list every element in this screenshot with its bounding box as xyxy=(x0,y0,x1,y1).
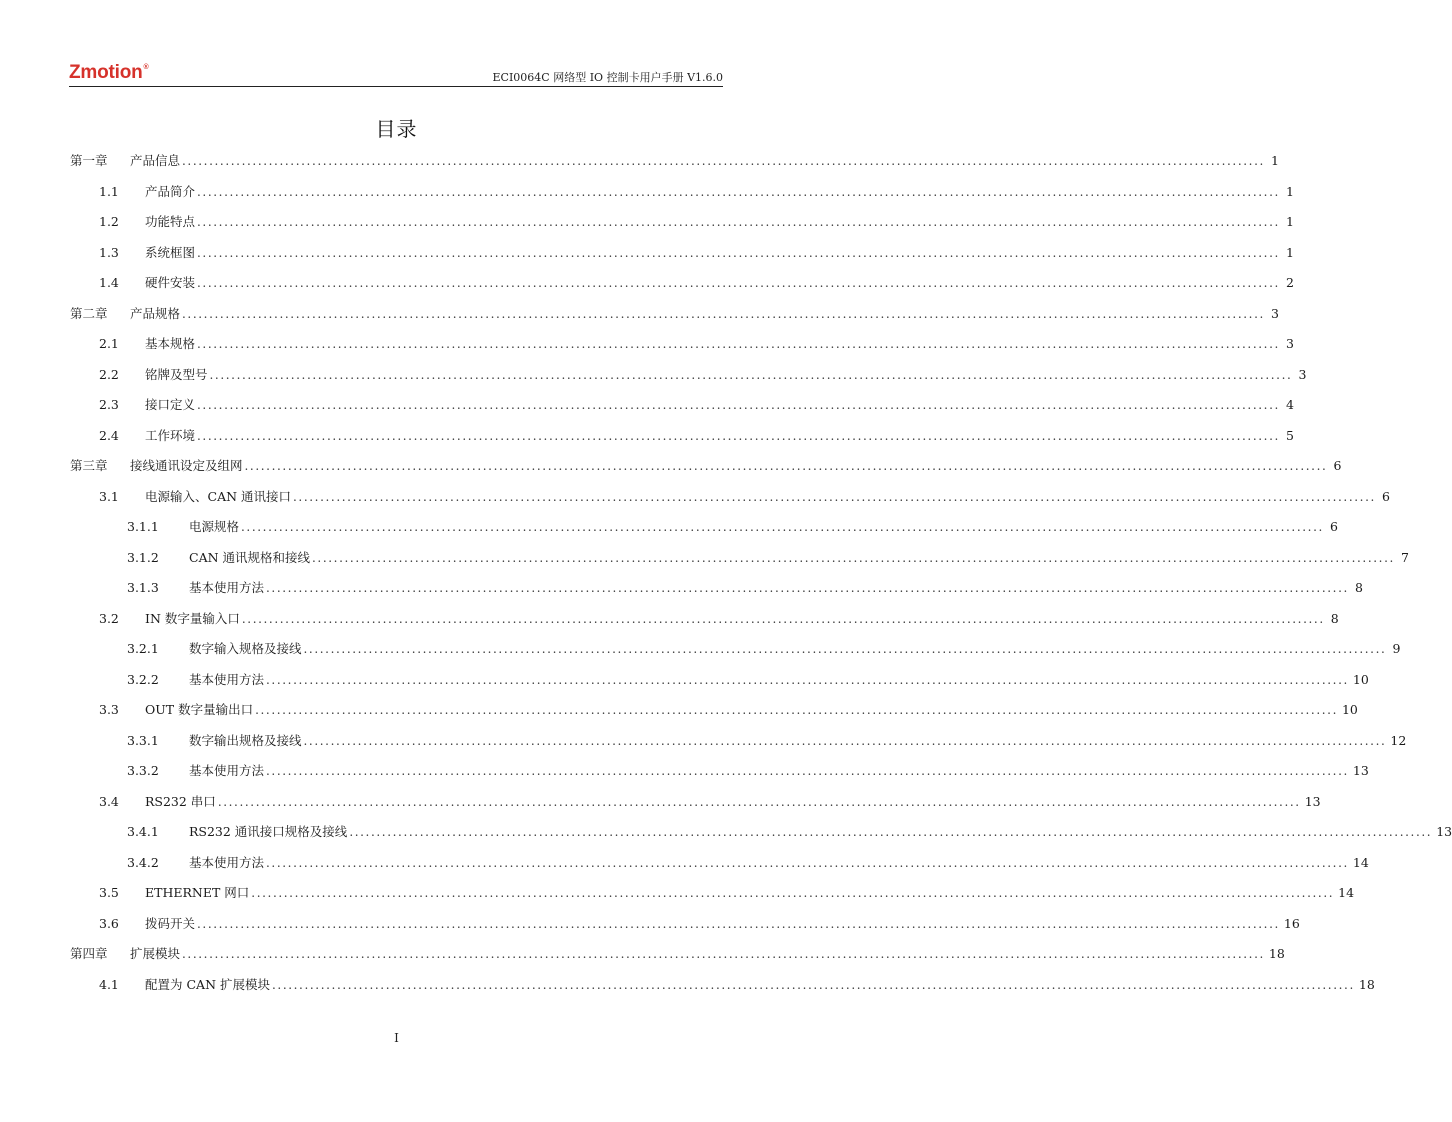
toc-entry[interactable] xyxy=(99,182,1294,202)
toc-entry[interactable] xyxy=(127,670,1369,690)
toc-dot-leader: ........................................................................................................................................................................................................ xyxy=(197,337,1280,351)
toc-entry-title: 数字输入规格及接线 xyxy=(189,641,302,656)
toc-entry-title: 接口定义 xyxy=(145,397,196,412)
toc-entry-title: 硬件安装 xyxy=(145,275,196,290)
logo-text: Zmotion xyxy=(69,62,143,83)
toc-dot-leader: ........................................................................................................................................................................................................ xyxy=(312,550,1395,565)
toc-entry-page: 14 xyxy=(1352,854,1369,870)
toc-dot-leader: ........................................................................................................................................................................................................ xyxy=(266,764,1349,778)
toc-dot-leader: ........................................................................................................................................................................................................ xyxy=(209,367,1293,382)
toc-entry-title: 基本使用方法 xyxy=(189,854,265,870)
toc-entry-title: 基本使用方法 xyxy=(189,580,265,595)
toc-entry[interactable] xyxy=(99,365,1307,385)
toc-entry-page: 1 xyxy=(1270,153,1279,168)
toc-entry-page: 9 xyxy=(1392,641,1401,656)
toc-entry[interactable] xyxy=(127,731,1407,751)
toc-dot-leader: ........................................................................................................................................................................................................ xyxy=(197,398,1280,412)
toc-entry-page: 10 xyxy=(1352,671,1369,687)
toc-entry-page: 3 xyxy=(1298,366,1307,382)
toc-dot-leader: ........................................................................................................................................................................................................ xyxy=(266,855,1349,870)
toc-entry-number: 第一章 xyxy=(70,153,108,168)
toc-entry-number: 3.4.1 xyxy=(127,824,159,839)
toc-entry-page: 18 xyxy=(1268,946,1285,961)
toc-entry[interactable] xyxy=(99,487,1390,507)
toc-dot-leader: ........................................................................................................................................................................................................ xyxy=(251,886,1335,900)
toc-entry[interactable] xyxy=(127,639,1401,659)
toc-entry-page: 7 xyxy=(1400,549,1409,565)
toc-entry[interactable] xyxy=(99,395,1294,415)
toc-entry-number: 3.3.2 xyxy=(127,763,159,778)
toc-entry[interactable] xyxy=(99,243,1294,263)
toc-entry-page: 5 xyxy=(1285,427,1294,443)
toc-entry-page: 8 xyxy=(1330,610,1339,626)
toc-entry-page: 4 xyxy=(1285,397,1294,412)
toc-entry-title: 系统框图 xyxy=(145,244,196,260)
toc-entry-title: 基本使用方法 xyxy=(189,763,265,778)
toc-entry-title: 配置为 CAN 扩展模块 xyxy=(145,976,270,992)
toc-entry-page: 1 xyxy=(1285,244,1294,260)
zmotion-logo xyxy=(69,62,149,84)
toc-entry-number: 第二章 xyxy=(70,305,108,321)
toc-entry-number: 2.3 xyxy=(99,397,119,412)
toc-entry-title: 电源规格 xyxy=(189,519,240,534)
toc-entry-number: 3.1.3 xyxy=(127,580,159,595)
toc-dot-leader: ........................................................................................................................................................................................................ xyxy=(197,215,1280,229)
toc-entry-title: 数字输出规格及接线 xyxy=(189,732,302,748)
toc-entry-number: 3.2.1 xyxy=(127,641,159,656)
toc-entry-title: OUT 数字量输出口 xyxy=(145,702,254,717)
toc-dot-leader: ........................................................................................................................................................................................................ xyxy=(303,642,1387,656)
toc-entry-number: 第四章 xyxy=(70,946,108,961)
toc-entry-title: 基本使用方法 xyxy=(189,671,265,687)
toc-entry[interactable] xyxy=(70,944,1285,964)
toc-entry[interactable] xyxy=(70,456,1342,476)
toc-entry-number: 3.1.2 xyxy=(127,549,159,565)
toc-entry-title: 铭牌及型号 xyxy=(145,366,208,382)
toc-entry-title: 拨码开关 xyxy=(145,915,196,931)
toc-dot-leader: ........................................................................................................................................................................................................ xyxy=(217,794,1301,809)
toc-entry-number: 1.4 xyxy=(99,275,119,290)
toc-entry[interactable] xyxy=(99,975,1375,995)
toc-dot-leader: ........................................................................................................................................................................................................ xyxy=(293,489,1376,504)
toc-entry-number: 2.1 xyxy=(99,336,119,351)
toc-entry-number: 3.6 xyxy=(99,915,119,931)
toc-entry[interactable] xyxy=(70,151,1279,171)
toc-entry-page: 3 xyxy=(1270,305,1279,321)
toc-entry-number: 1.1 xyxy=(99,183,119,199)
toc-entry-page: 2 xyxy=(1285,275,1294,290)
toc-dot-leader: ........................................................................................................................................................................................................ xyxy=(197,184,1280,199)
toc-entry-number: 4.1 xyxy=(99,976,119,992)
page-number: I xyxy=(394,1031,399,1045)
toc-entry-page: 12 xyxy=(1390,732,1407,748)
toc-heading: 目录 xyxy=(375,117,418,141)
toc-entry-number: 2.2 xyxy=(99,366,119,382)
toc-entry[interactable] xyxy=(99,609,1339,629)
toc-entry-number: 3.3 xyxy=(99,702,119,717)
toc-entry-number: 3.2.2 xyxy=(127,671,159,687)
toc-entry-page: 8 xyxy=(1354,580,1363,595)
toc-entry[interactable] xyxy=(99,273,1294,293)
toc-entry[interactable] xyxy=(99,792,1321,812)
toc-entry-title: 扩展模块 xyxy=(130,946,181,961)
toc-entry-title: 电源输入、CAN 通讯接口 xyxy=(145,488,292,504)
toc-entry-number: 3.2 xyxy=(99,610,119,626)
toc-entry-number: 3.4.2 xyxy=(127,854,159,870)
toc-entry-number: 3.1.1 xyxy=(127,519,159,534)
toc-entry-number: 3.3.1 xyxy=(127,732,159,748)
page-header xyxy=(69,60,723,87)
toc-entry-page: 1 xyxy=(1285,183,1294,199)
toc-entry-page: 6 xyxy=(1329,519,1338,534)
toc-dot-leader: ........................................................................................................................................................................................................ xyxy=(349,825,1433,839)
toc-entry[interactable] xyxy=(99,883,1355,903)
toc-entry-title: 产品简介 xyxy=(145,183,196,199)
toc-entry-page: 14 xyxy=(1338,885,1355,900)
toc-entry-number: 第三章 xyxy=(70,458,108,473)
toc-dot-leader: ........................................................................................................................................................................................................ xyxy=(255,703,1338,717)
toc-dot-leader: ........................................................................................................................................................................................................ xyxy=(182,154,1265,168)
toc-entry-title: CAN 通讯规格和接线 xyxy=(189,549,311,565)
toc-dot-leader: ........................................................................................................................................................................................................ xyxy=(303,733,1387,748)
toc-dot-leader: ........................................................................................................................................................................................................ xyxy=(271,977,1355,992)
document-title: ECI0064C 网络型 IO 控制卡用户手册 V1.6.0 xyxy=(492,71,723,84)
toc-entry-page: 6 xyxy=(1381,488,1390,504)
toc-dot-leader: ........................................................................................................................................................................................................ xyxy=(197,428,1280,443)
toc-dot-leader: ........................................................................................................................................................................................................ xyxy=(197,916,1280,931)
toc-entry[interactable] xyxy=(127,578,1363,598)
toc-dot-leader: ........................................................................................................................................................................................................ xyxy=(266,672,1349,687)
toc-entry-page: 6 xyxy=(1333,458,1342,473)
toc-entry[interactable] xyxy=(99,700,1358,720)
toc-dot-leader: ........................................................................................................................................................................................................ xyxy=(266,581,1349,595)
toc-entry-title: 基本规格 xyxy=(145,336,196,351)
toc-dot-leader: ........................................................................................................................................................................................................ xyxy=(241,520,1324,534)
toc-dot-leader: ........................................................................................................................................................................................................ xyxy=(197,276,1280,290)
toc-entry-number: 3.4 xyxy=(99,793,119,809)
toc-entry-title: 接线通讯设定及组网 xyxy=(130,458,243,473)
toc-entry-page: 1 xyxy=(1285,214,1294,229)
toc-entry-title: IN 数字量输入口 xyxy=(145,610,240,626)
toc-entry-page: 16 xyxy=(1283,915,1300,931)
toc-entry-number: 1.3 xyxy=(99,244,119,260)
toc-entry[interactable] xyxy=(99,334,1294,354)
toc-entry-page: 18 xyxy=(1358,976,1375,992)
toc-entry[interactable] xyxy=(127,548,1409,568)
toc-entry-number: 3.5 xyxy=(99,885,119,900)
toc-entry-number: 1.2 xyxy=(99,214,119,229)
toc-entry[interactable] xyxy=(127,761,1369,781)
toc-entry[interactable] xyxy=(127,517,1338,537)
registered-mark: ® xyxy=(143,64,149,71)
toc-dot-leader: ........................................................................................................................................................................................................ xyxy=(182,306,1265,321)
toc-entry-title: 功能特点 xyxy=(145,214,196,229)
toc-entry[interactable] xyxy=(99,426,1294,446)
toc-dot-leader: ........................................................................................................................................................................................................ xyxy=(244,459,1328,473)
toc-dot-leader: ........................................................................................................................................................................................................ xyxy=(241,611,1325,626)
toc-entry[interactable] xyxy=(127,853,1369,873)
toc-entry[interactable] xyxy=(127,822,1452,842)
toc-dot-leader: ........................................................................................................................................................................................................ xyxy=(182,947,1265,961)
toc-entry-title: 工作环境 xyxy=(145,427,196,443)
toc-entry-number: 3.1 xyxy=(99,488,119,504)
toc-entry-page: 13 xyxy=(1304,793,1321,809)
toc-entry-title: RS232 串口 xyxy=(145,793,216,809)
toc-entry-title: ETHERNET 网口 xyxy=(145,885,250,900)
toc-entry-title: RS232 通讯接口规格及接线 xyxy=(189,824,348,839)
toc-entry-page: 13 xyxy=(1436,824,1452,839)
toc-entry[interactable] xyxy=(99,914,1300,934)
toc-entry[interactable] xyxy=(99,212,1294,232)
toc-dot-leader: ........................................................................................................................................................................................................ xyxy=(197,245,1280,260)
toc-entry-title: 产品信息 xyxy=(130,153,181,168)
toc-entry-number: 2.4 xyxy=(99,427,119,443)
toc-entry-page: 13 xyxy=(1352,763,1369,778)
toc-entry-title: 产品规格 xyxy=(130,305,181,321)
toc-entry-page: 10 xyxy=(1341,702,1358,717)
toc-entry[interactable] xyxy=(70,304,1279,324)
toc-entry-page: 3 xyxy=(1285,336,1294,351)
